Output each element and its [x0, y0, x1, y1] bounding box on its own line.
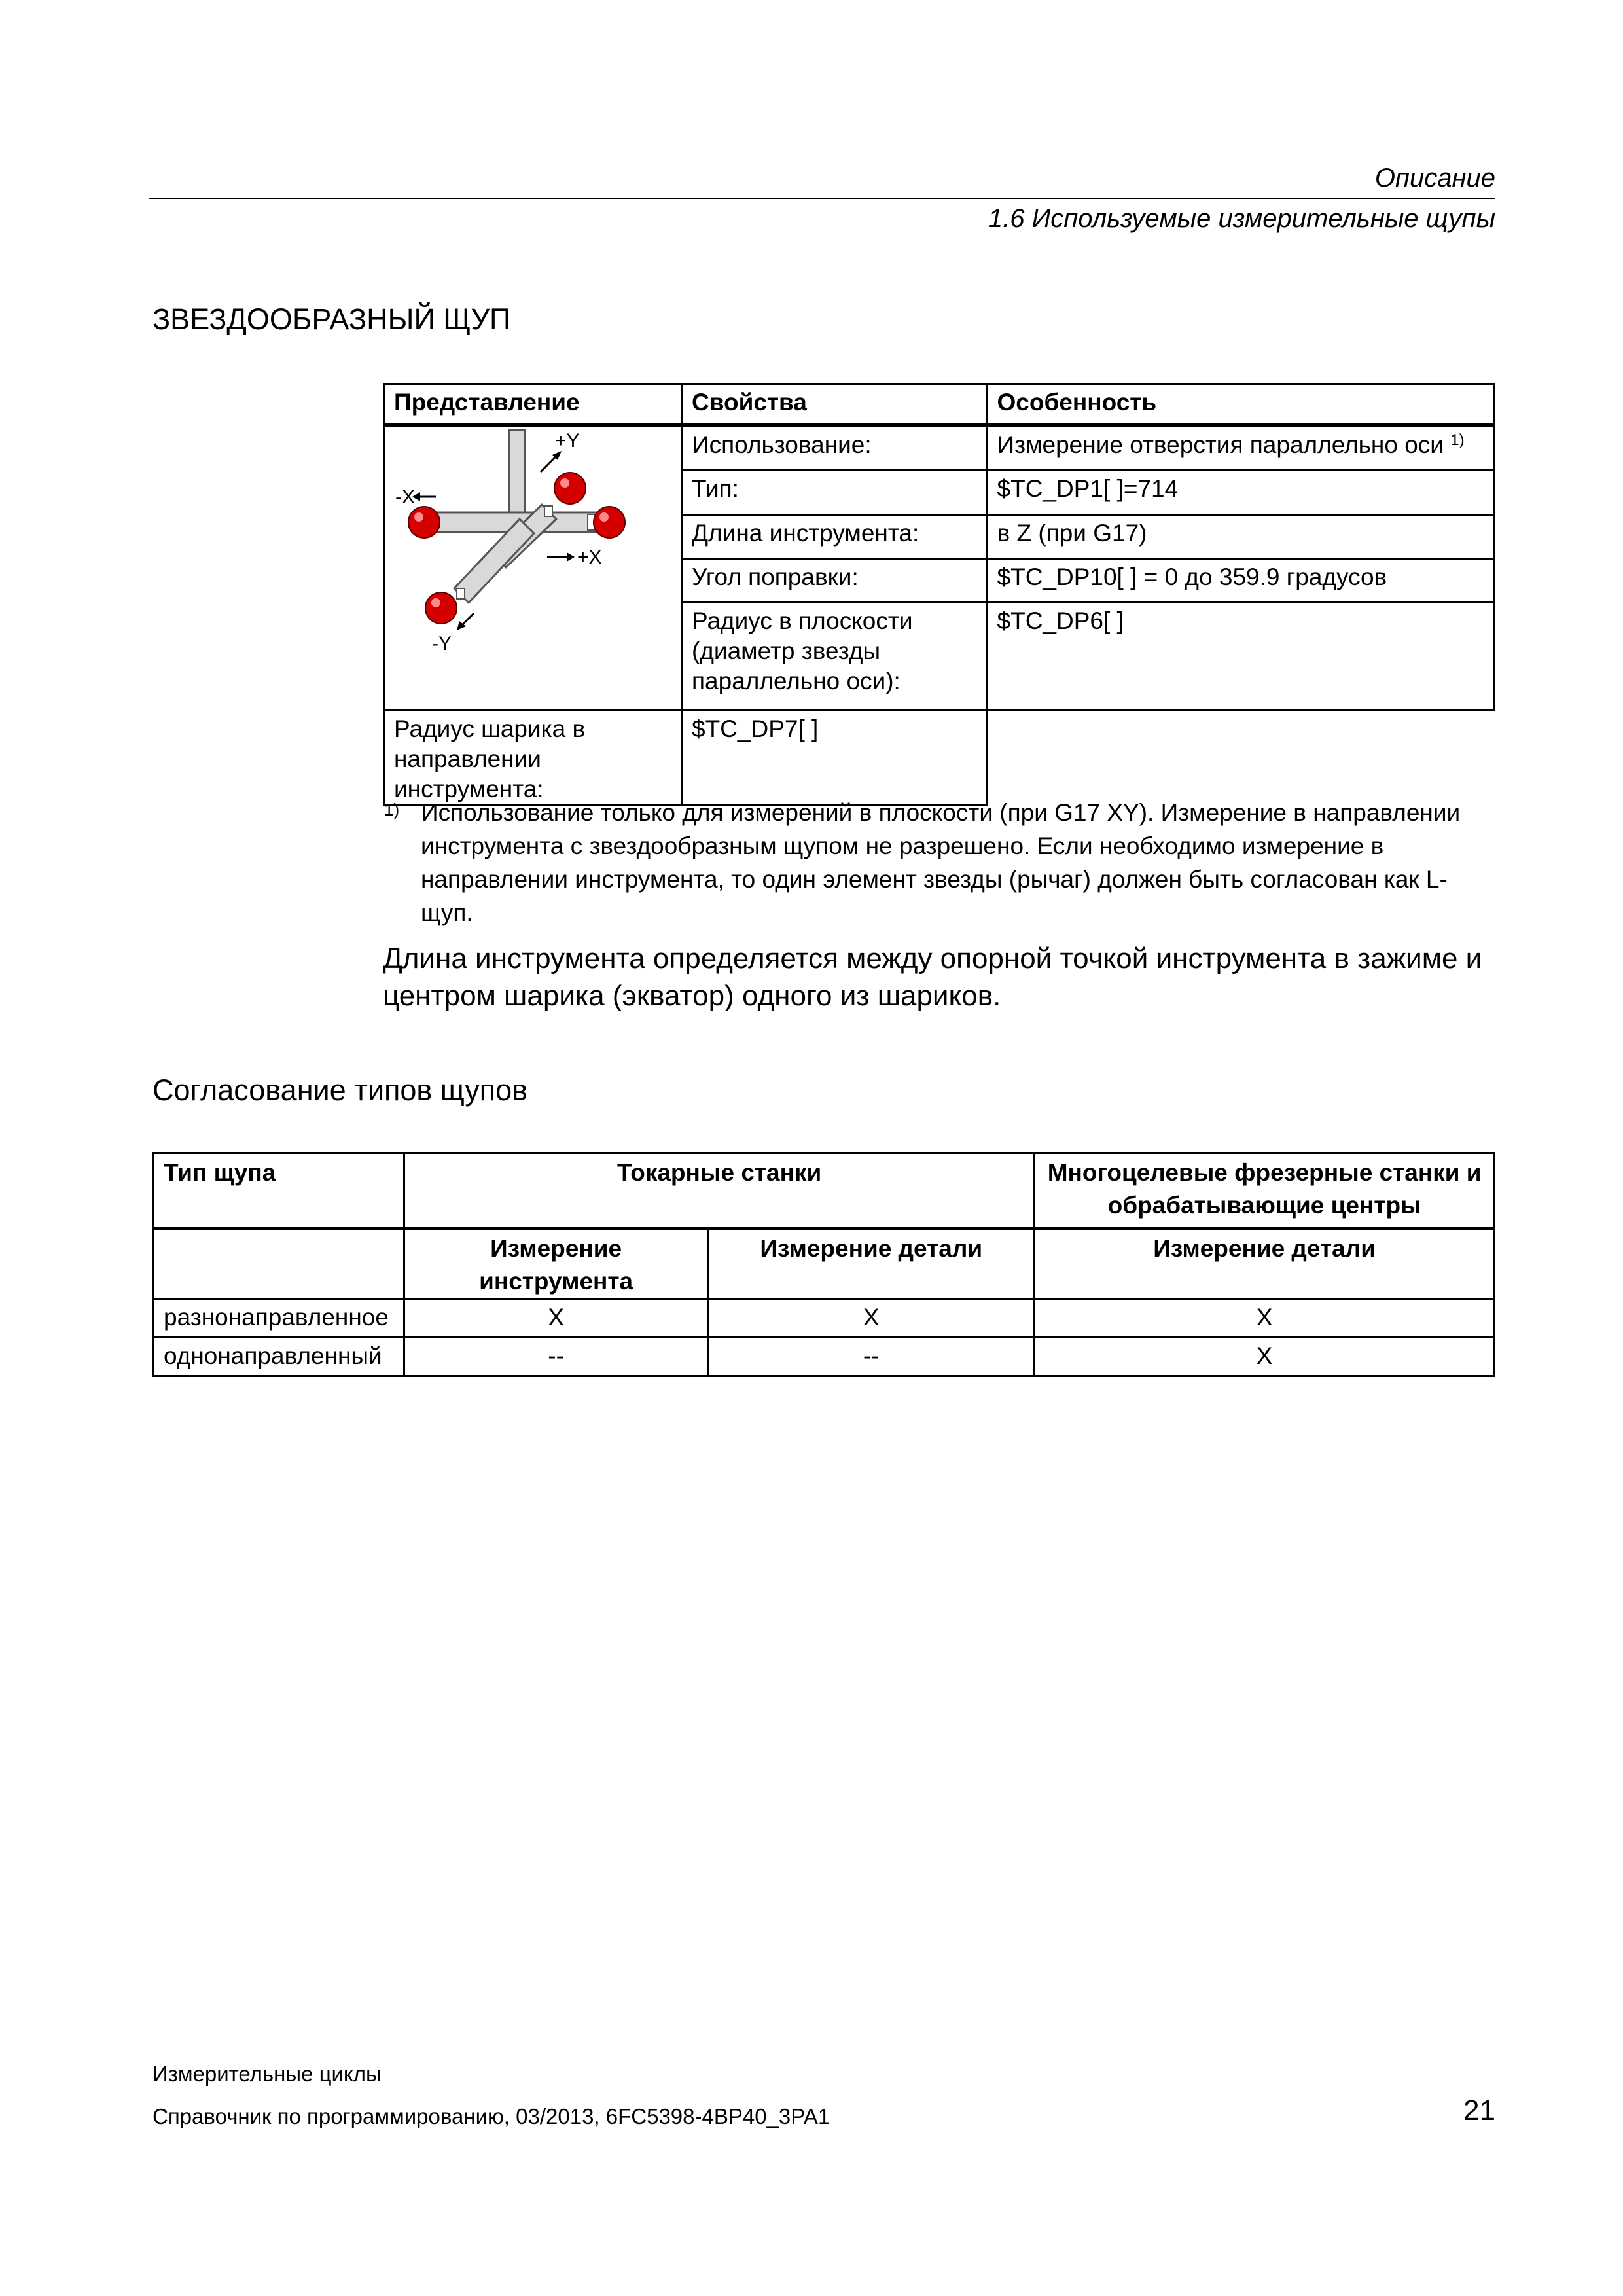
- cell-tool-measure: X: [404, 1299, 707, 1338]
- col-subheader-part-measure-milling: Измерение детали: [1035, 1229, 1495, 1299]
- table-row: [384, 425, 1495, 471]
- header-rule: [149, 198, 1495, 199]
- table-row: [154, 1338, 1495, 1376]
- axis-label-plus-x: +X: [577, 547, 602, 568]
- property-type: Тип:: [682, 471, 988, 514]
- col-subheader-empty: [154, 1229, 404, 1299]
- body-paragraph: Длина инструмента определяется между опорной точкой инструмента в зажиме и центром шарика (экватор) одного из шариков.: [383, 942, 1482, 1012]
- col-header-feature: Особенность: [987, 384, 1494, 425]
- table-header-row: [384, 384, 1495, 425]
- table-row: [384, 711, 1495, 806]
- cell-part-measure-milling: X: [1035, 1299, 1495, 1338]
- property-tool-length: Длина инструмента:: [682, 514, 988, 558]
- star-probe-diagram: [385, 427, 681, 702]
- feature-usage: Измерение отверстия параллельно оси $^{1)}$: [987, 425, 1494, 471]
- table-row: [154, 1299, 1495, 1338]
- feature-type: $TC_DP1[ ]=714: [987, 471, 1494, 514]
- cell-part-measure-turning: --: [708, 1338, 1035, 1376]
- probe-type-matching-table: [152, 1152, 1495, 1377]
- axis-label-minus-y: -Y: [432, 633, 452, 655]
- ball-minus-y: [425, 592, 457, 624]
- probe-body: [436, 430, 598, 603]
- section-heading-probe-matching: Согласование типов щупов: [152, 1073, 528, 1107]
- col-subheader-tool-measure: Измерение инструмента: [404, 1229, 707, 1299]
- col-group-turning: Токарные станки: [404, 1153, 1034, 1229]
- property-ball-radius: Радиус шарика в направлении инструмента:: [384, 711, 682, 806]
- cell-part-measure-turning: X: [708, 1299, 1035, 1338]
- footer-document-info: Справочник по программированию, 03/2013, 6FC5398-4BP40_3PA1: [152, 2104, 830, 2128]
- ball-plus-x: [594, 507, 625, 538]
- section-heading-star-probe: ЗВЕЗДООБРАЗНЫЙ ЩУП: [152, 302, 511, 336]
- property-plane-radius: Радиус в плоскости (диаметр звезды параллельно оси):: [682, 602, 988, 710]
- property-usage: Использование:: [682, 425, 988, 471]
- feature-correction-angle: $TC_DP10[ ] = 0 до 359.9 градусов: [987, 558, 1494, 602]
- footer-title: Измерительные циклы: [152, 2062, 382, 2086]
- col-header-properties: Свойства: [682, 384, 988, 425]
- axis-label-plus-y: +Y: [555, 430, 580, 452]
- table-subheader-row: [154, 1229, 1495, 1299]
- footnote-ref: 1): [1450, 431, 1465, 449]
- cell-probe-type: однонаправленный: [154, 1338, 404, 1376]
- footnote-text: Использование только для измерений в плоскости (при G17 XY). Измерение в направлении инструмента с звездообразным щупом не разрешено. Если необходимо измерение в направлении инструмента, то один элемент звезды (рычаг) должен быть согласован как L-щуп.: [421, 799, 1461, 926]
- col-header-probe-type: Тип щупа: [154, 1153, 404, 1229]
- star-probe-diagram-cell: [384, 425, 682, 711]
- footnote-mark: 1): [384, 800, 400, 819]
- col-group-milling: Многоцелевые фрезерные станки и обрабатывающие центры: [1035, 1153, 1495, 1229]
- property-correction-angle: Угол поправки:: [682, 558, 988, 602]
- feature-tool-length: в Z (при G17): [987, 514, 1494, 558]
- table-header-row: [154, 1153, 1495, 1229]
- ball-plus-y: [554, 473, 586, 504]
- cell-probe-type: разнонаправленное: [154, 1299, 404, 1338]
- cell-part-measure-milling: X: [1035, 1338, 1495, 1376]
- header-title: Описание: [1374, 164, 1495, 192]
- col-header-representation: Представление: [384, 384, 682, 425]
- feature-plane-radius: $TC_DP6[ ]: [987, 602, 1494, 710]
- col-subheader-part-measure-turning: Измерение детали: [708, 1229, 1035, 1299]
- axis-label-minus-x: -X: [395, 486, 415, 508]
- feature-ball-radius: $TC_DP7[ ]: [682, 711, 988, 806]
- page-number: 21: [1463, 2094, 1495, 2126]
- cell-tool-measure: --: [404, 1338, 707, 1376]
- ball-minus-x: [408, 507, 440, 538]
- star-probe-properties-table: [383, 383, 1495, 806]
- header-subtitle: 1.6 Используемые измерительные щупы: [988, 204, 1495, 233]
